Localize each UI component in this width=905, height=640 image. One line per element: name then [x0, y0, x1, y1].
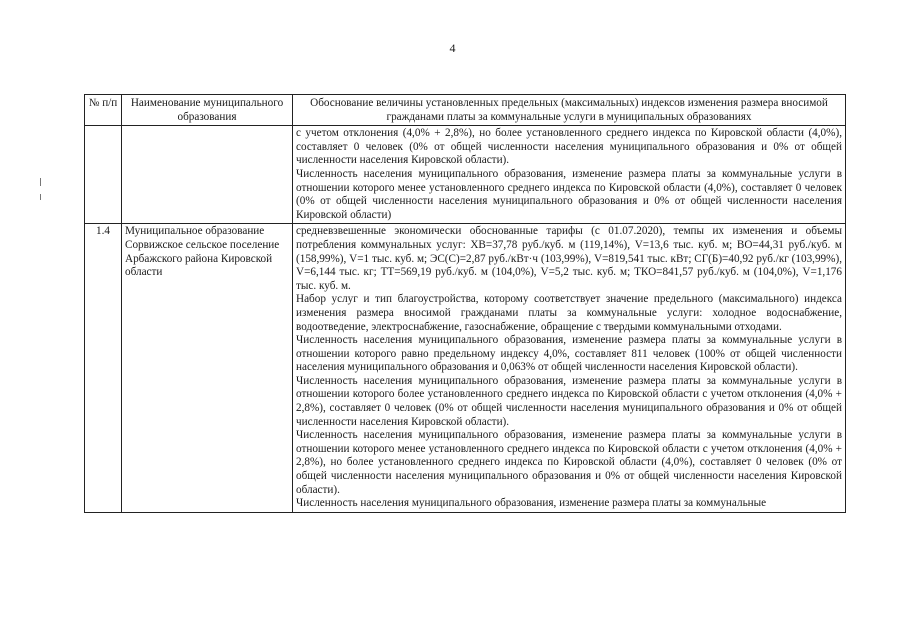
row-basis: [293, 224, 846, 512]
row-num: [85, 126, 122, 224]
basis-paragraph: Численность населения муниципального образования, изменение размера платы за коммунальные: [296, 497, 767, 510]
margin-mark: [40, 194, 41, 200]
table-row: [85, 126, 846, 224]
basis-paragraph: Численность населения муниципального образования, изменение размера платы за коммунальные услуги в отношении которого менее установленного среднего индекса по Кировской области с учетом отклонения (4,0% + 2,8%), но более установленного среднего индекса по Кировской области (4,0%), составляет 0 человек (0% от общей численности населения муниципального образования и 0% от общей численности населения Кировской области).: [296, 429, 842, 496]
row-municipality: [122, 126, 293, 224]
row-basis: [293, 126, 846, 224]
row-municipality: Муниципальное образование Сорвижское сельское поселение Арбажского района Кировской области: [122, 224, 293, 512]
table-header-row: [85, 95, 846, 126]
header-municipality: Наименование муниципального образования: [122, 95, 293, 126]
basis-paragraph: средневзвешенные экономически обоснованные тарифы (с 01.07.2020), темпы их изменения и объемы потребления коммунальных услуг: ХВ=37,78 руб./куб. м (119,14%), V=13,6 тыс. куб. м; ВО=44,31 руб./куб. м (158,99%), V=1 тыс. куб. м; ЭС(С)=2,87 руб./кВт·ч (103,99%), V=819,541 тыс. кВт; СГ(Б)=40,92 руб./кг (103,99%), V=6,144 тыс. кг; ТТ=569,19 руб./куб. м (104,0%), V=5,2 тыс. куб. м; ТКО=841,57 руб./куб. м (104,0%), V=1,176 тыс. куб. м.: [296, 225, 842, 292]
header-num: № п/п: [85, 95, 122, 126]
basis-paragraph: Численность населения муниципального образования, изменение размера платы за коммунальные услуги в отношении которого менее установленного среднего индекса по Кировской области (4,0%), составляет 0 человек (0% от общей численности населения муниципального образования и 0% от общей численности населения Кировской области): [296, 167, 842, 221]
basis-paragraph: Численность населения муниципального образования, изменение размера платы за коммунальные услуги в отношении которого более установленного среднего индекса по Кировской области с учетом отклонения (4,0% + 2,8%), составляет 0 человек (0% от общей численности населения муниципального образования и 0% от общей численности населения Кировской области).: [296, 374, 842, 428]
page-number: 4: [449, 41, 456, 55]
basis-paragraph: Численность населения муниципального образования, изменение размера платы за коммунальные услуги в отношении которого равно предельному индексу 4,0%, составляет 811 человек (100% от общей численности населения муниципального образования и 0,063% от общей численности населения Кировской области).: [296, 334, 842, 374]
tariff-table: [84, 94, 846, 513]
header-basis: Обоснование величины установленных предельных (максимальных) индексов изменения размера вносимой гражданами платы за коммунальные услуги в муниципальных образованиях: [293, 95, 846, 126]
margin-mark: [40, 178, 41, 186]
row-num: 1.4: [85, 224, 122, 512]
basis-paragraph: с учетом отклонения (4,0% + 2,8%), но более установленного среднего индекса по Кировской области (4,0%), составляет 0 человек (0% от общей численности населения муниципального образования и 0% от общей численности населения Кировской области).: [296, 127, 842, 167]
table-row: [85, 224, 846, 512]
basis-paragraph: Набор услуг и тип благоустройства, которому соответствует значение предельного (максимального) индекса изменения размера вносимой гражданами платы за коммунальные услуги: холодное водоснабжение, водоотведение, электроснабжение, газоснабжение, обращение с твердыми коммунальными отходами.: [296, 293, 842, 333]
